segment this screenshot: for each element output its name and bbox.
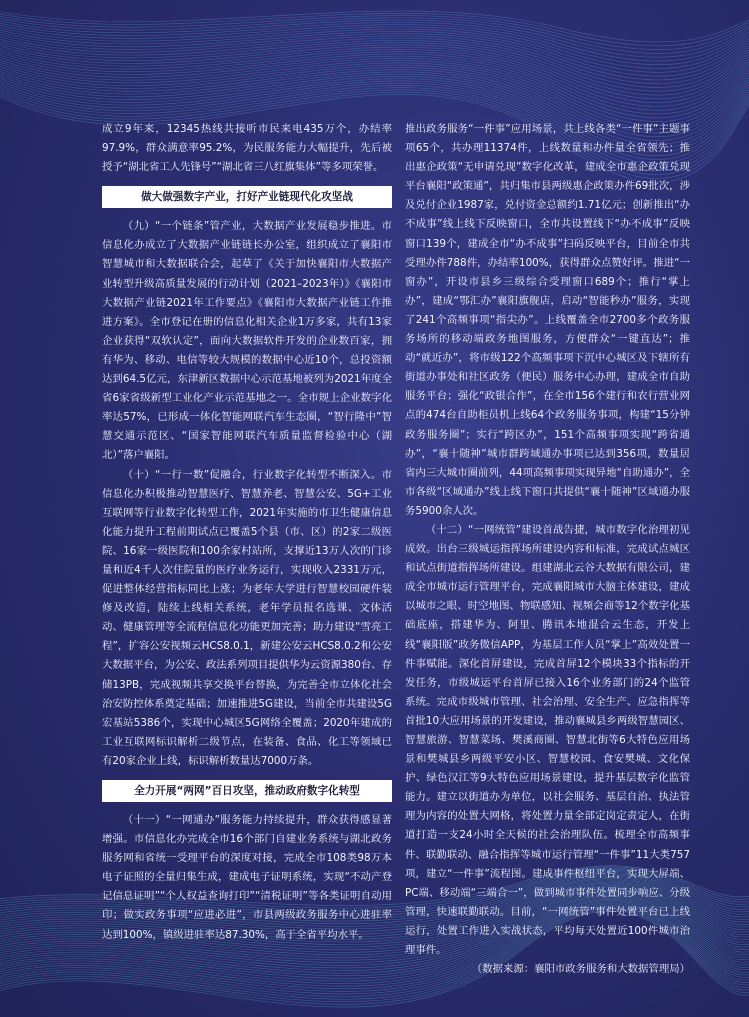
paragraph-ten: （十）“一行一数”促融合，行业数字化转型不断深入。市信息化办积极推动智慧医疗、智慧养老、智慧公安、5G+工业互联网等行业数字化转型工作，2021年实施的市卫生健康信息化能力提升工程前期试点已覆盖5个县（市、区）的2家二级医院、16家一级医院和100余家村站所，支撑近13万人次的门诊量和近4千人次住院量的医疗业务运行，实现收入2331万元，促进整体经营指标同比上涨；为老年大学进行智慧校园硬件装修及改造，陆续上线相关系统，老年学员报名选课、文体活动、健康管理等全流程信息化功能更加完善；助力建设“雪亮工程”，扩容公安视频云HCS8.0.1，新建公安云HCS8.0.2和公安大数据平台，为公安、政法系列项目提供华为云资源380台、存储13PB，完成视频共享交换平台替换，为完善全市立体化社会治安防控体系奠定基础；加速推进5G建设，当前全市共建设5G宏基站5386个，实现中心城区5G网络全覆盖；2020年建成的工业互联网标识解析二级节点，在装备、食品、化工等领域已有20家企业上线，标识解析数量达7000万条。: [102, 468, 392, 767]
wave-line: [0, 30, 749, 76]
right-column: [405, 120, 690, 979]
section-heading-digital-industry: 做大做强数字产业，打好产业链现代化攻坚战: [102, 186, 392, 208]
data-source-note: （数据来源：襄阳市政务服务和大数据管理局）: [471, 963, 690, 976]
wave-line: [0, 10, 749, 42]
left-column: [102, 120, 392, 945]
paragraph-twelve: （十二）“一网统管”建设首战告捷，城市数字化治理初见成效。出台三级城运指挥场所建设内容和标准，完成试点城区和试点街道指挥场所建设。组建湖北云谷大数据有限公司，建成全市城市运行管理平台，完成襄阳城市大脑主体建设，建成以城市之眼、时空地图、物联感知、视频会商等12个数字化基础底座，搭建华为、阿里、腾讯本地混合云生态，开发上线“襄阳版”政务微信APP，为基层工作人员“掌上”高效处置一件事赋能。深化首屏建设，完成首屏12个模块33个指标的开发任务，市级城运平台首屏已接入16个业务部门的24个监管系统。完成市级城市管理、社会治理、安全生产、应急指挥等首批10大应用场景的开发建设，推动襄城县乡两级智慧园区、智慧旅游、智慧菜场、樊溪商圈、智慧北街等6大特色应用场景和樊城县乡两级平安小区、智慧校园、食安樊城、文化保护、绿色汉江等9大特色应用场景建设，提升基层数字化监管能力。建立以街道办为单位，以社会服务、基层自治、执法管理为内容的处置大网格，将处置力量全部定岗定责定人，在街道打造一支24小时全天候的社会治理队伍。梳理全市高频事件、联勤联动、融合指挥等城市运行管理“一件事”11大类757项，建立“一件事”流程图。建成事件枢纽平台，实现大屏端、PC端、移动端“三端合一”，做到城市事件处置同步响应、分级管理，快速联勤联动。目前，“一网统管”事件处置平台已上线运行，处置工作进入实战状态，平均每天处置近100件城市治理事件。: [405, 523, 690, 957]
paragraph-eleven: （十一）“一网通办”服务能力持续提升，群众获得感显著增强。市信息化办完成全市16个部门自建业务系统与湖北政务服务网和省统一受理平台的深度对接，完成全市108类98万本电子证照的全量归集生成，建成电子证明系统，实现“不动产登记信息证明”“个人权益查询打印”“清税证明”等各类证明自动用印；做实政务事项“应进必进”，市县两级政务服务中心进驻率达到100%，镇级进驻率达87.30%，高于全省平均水平。: [102, 814, 392, 941]
paragraph-nine: （九）“一个链条”管产业，大数据产业发展稳步推进。市信息化办成立了大数据产业链链长办公室，组织成立了襄阳市智慧城市和大数据联合会，起草了《关于加快襄阳市大数据产业转型升级高质量发展的行动计划（2021–2023年）》《襄阳市大数据产业链2021年工作要点》《襄阳市大数据产业链工作推进方案》。全市登记在册的信息化相关企业1万多家，共有13家企业获得“双软认定”，面向大数据软件开发的企业数百家，拥有华为、移动、电信等较大规模的数据中心近10个，总投资额达到64.5亿元，东津新区数据中心示范基地被列为2021年度全省6家省级新型工业化产业示范基地之一。全市规上企业数字化率达57%，已形成一体化智能网联汽车生态圈，“智行隆中”智慧交通示范区、“国家智能网联汽车质量监督检验中心（湖北）”落户襄阳。: [102, 220, 392, 462]
intro-paragraph: 成立9年来，12345热线共接听市民来电435万个，办结率97.9%，群众满意率95.2%，为民服务能力大幅提升，先后被授予“湖北省工人先锋号”“湖北省三八红旗集体”等多项荣誉。: [102, 123, 392, 174]
section-heading-two-networks: 全力开展“两网”百日攻坚，推动政府数字化转型: [102, 780, 392, 802]
continued-paragraph: 推出政务服务“一件事”应用场景，共上线各类“一件事”主题事项65个，共办理11374件，上线数量和办件量全省领先；推出惠企政策“无申请兑现”数字化改革，建成全市惠企政策兑现平台襄阳“政策通”，共归集市县两级惠企政策办件69批次，涉及兑付企业1987家，兑付资金总额约1.71亿元；创新推出“办不成事”线上线下反映窗口，全市共设置线下“办不成事”反映窗口139个，建成全市“办不成事”扫码反映平台，目前全市共受理办件788件，办结率100%，获得群众点赞好评。推进“一窗办”，开设市县乡三级综合受理窗口689个；推行“掌上办”，建成“鄂汇办”襄阳旗舰店，启动“智能秒办”服务，实现了241个高频事项“指尖办”。上线覆盖全市2700多个政务服务场所的移动端政务地图服务，方便群众“一键直达”；推动“就近办”，将市级122个高频事项下沉中心城区及下辖所有街道办事处和社区政务（便民）服务中心办理，建成全市自助服务平台；强化“政银合作”，在全市156个建行和农行营业网点的474台自助柜员机上线64个政务服务事项，构建“15分钟政务服务圈”；实行“跨区办”，151个高频事项实现“跨省通办”，“襄十随神”城市群跨域通办事项已达到356项，数量居省内三大城市圈前列，44项高频事项实现异地“自助通办”，全市各级“区域通办”线上线下窗口共提供“襄十随神”区域通办服务5900余人次。: [405, 123, 690, 517]
